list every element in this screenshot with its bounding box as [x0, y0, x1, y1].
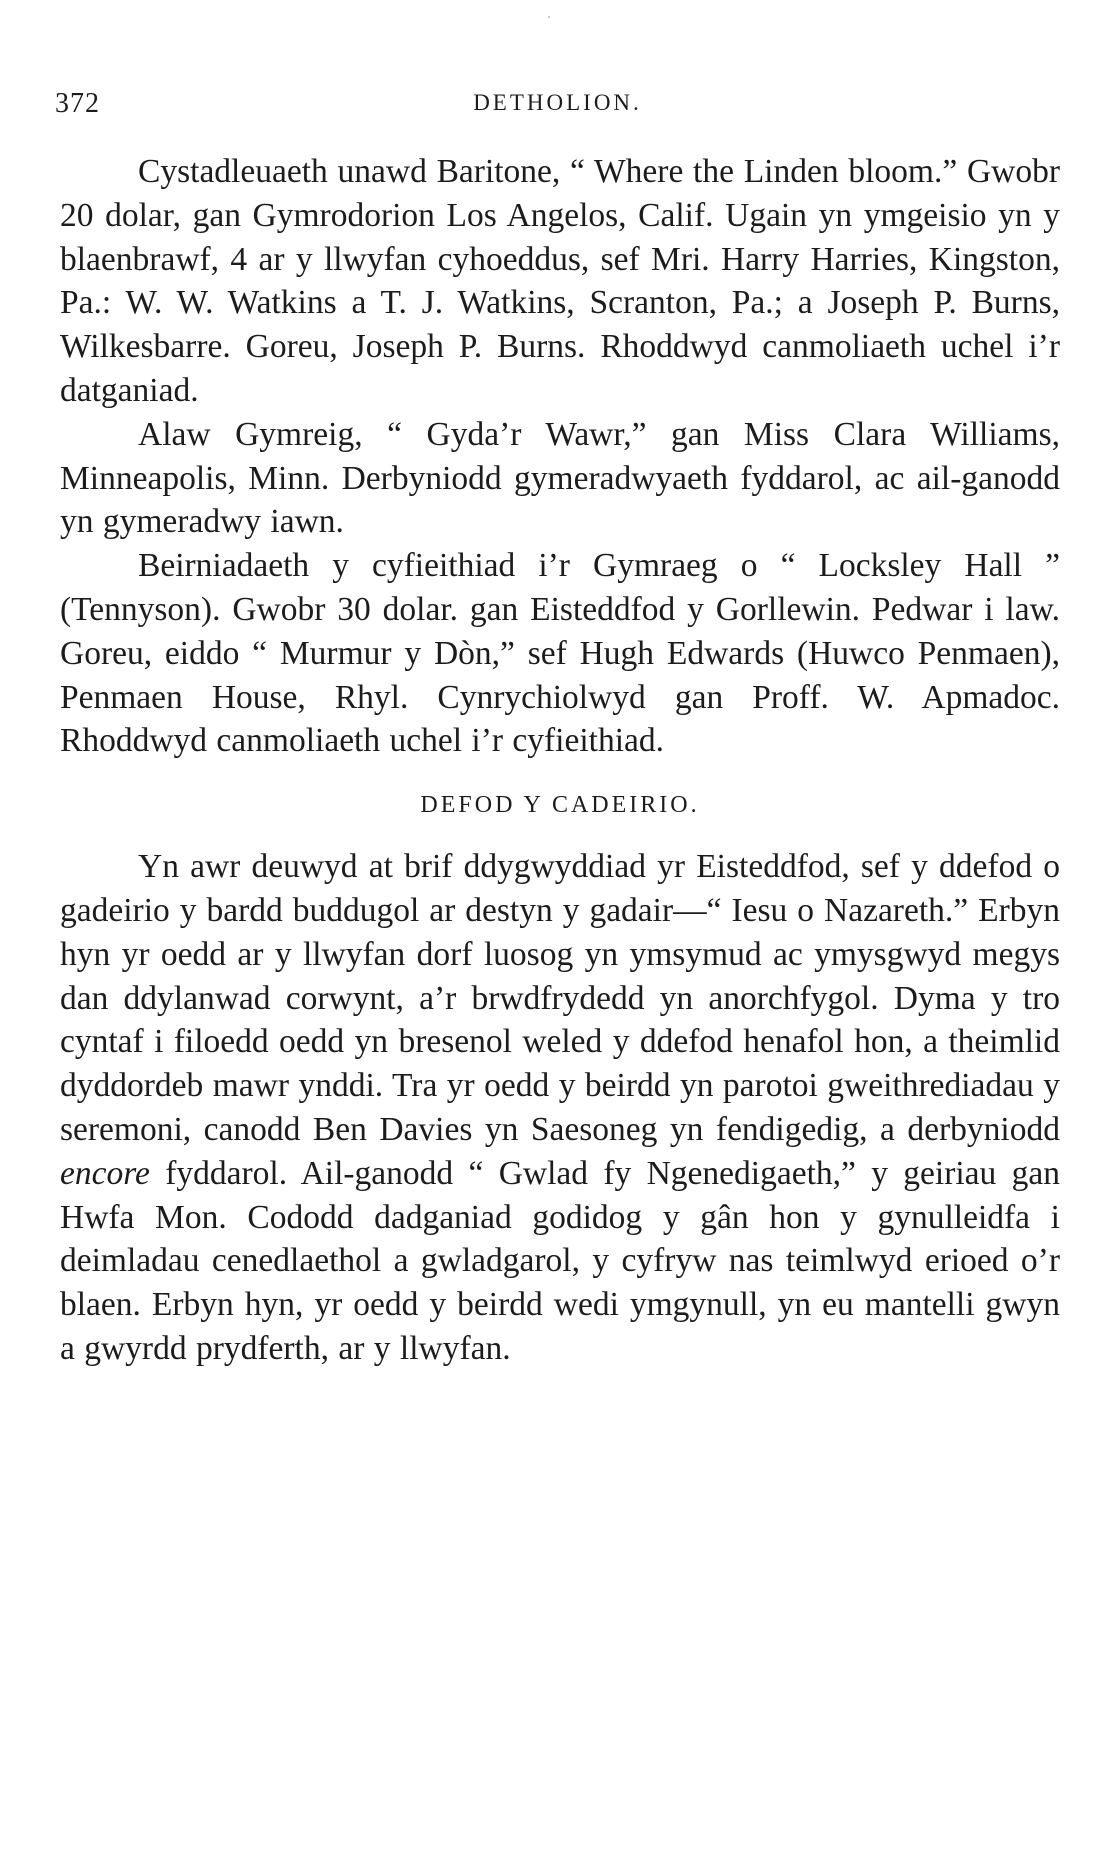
paragraph-text-part-1: Yn awr deuwyd at brif ddygwyddiad yr Eisteddfod, sef y ddefod o gadeirio y bardd buddugol ar destyn y gadair—“ Iesu o Nazareth.” Erbyn hyn yr oedd ar y llwyfan dorf luosog yn ymsymud ac ymysgwyd megys dan ddylanwad corwynt, a’r brwdfrydedd yn anorchfygol. Dyma y tro cyntaf i filoedd oedd yn bresenol weled y ddefod henafol hon, a theimlid dyddordeb mawr ynddi. Tra yr oedd y beirdd yn parotoi gweithrediadau y seremoni, canodd Ben Davies yn Saesoneg yn fendigedig, a derbyniodd	[60, 848, 1060, 1148]
page-header	[55, 88, 1060, 128]
paragraph-translation-adjudication: Beirniadaeth y cyfieithiad i’r Gymraeg o “ Locksley Hall ” (Tennyson). Gwobr 30 dolar. gan Eisteddfod y Gorllewin. Pedwar i law. Goreu, eiddo “ Murmur y Dòn,” sef Hugh Edwards (Huwco Penmaen), Penmaen House, Rhyl. Cynrychiolwyd gan Proff. W. Apmadoc. Rhoddwyd canmoliaeth uchel i’r cyfieithiad.	[60, 547, 1060, 760]
paragraph-baritone-competition: Cystadleuaeth unawd Baritone, “ Where the Linden bloom.” Gwobr 20 dolar, gan Gymrodorion Los Angelos, Calif. Ugain yn ymgeisio yn y blaenbrawf, 4 ar y llwyfan cyhoeddus, sef Mri. Harry Harries, Kingston, Pa.: W. W. Watkins a T. J. Watkins, Scranton, Pa.; a Joseph P. Burns, Wilkesbarre. Goreu, Joseph P. Burns. Rhoddwyd canmoliaeth uchel i’r datganiad.	[60, 153, 1060, 409]
paragraph-text-part-2: fyddarol. Ail-ganodd “ Gwlad fy Ngenedigaeth,” y geiriau gan Hwfa Mon. Cododd dadganiad godidog y gân hon y gynulleidfa i deimladau cenedlaethol a gwladgarol, y cyfryw nas teimlwyd erioed o’r blaen. Erbyn hyn, yr oedd y beirdd wedi ymgynull, yn eu mantelli gwyn a gwyrdd prydferth, ar y llwyfan.	[60, 1154, 1061, 1367]
running-title: DETHOLION.	[473, 90, 642, 115]
page-body	[60, 150, 1060, 1371]
paragraph-chairing-ceremony	[60, 845, 1060, 1371]
paragraph-italic-word: encore	[60, 1154, 150, 1192]
paragraph-welsh-air: Alaw Gymreig, “ Gyda’r Wawr,” gan Miss Clara Williams, Minneapolis, Minn. Derbyniodd gymeradwyaeth fyddarol, ac ail-ganodd yn gymeradwy iawn.	[60, 415, 1060, 541]
print-speck	[548, 16, 550, 18]
section-heading: DEFOD Y CADEIRIO.	[420, 792, 700, 819]
page-number: 372	[55, 88, 100, 119]
